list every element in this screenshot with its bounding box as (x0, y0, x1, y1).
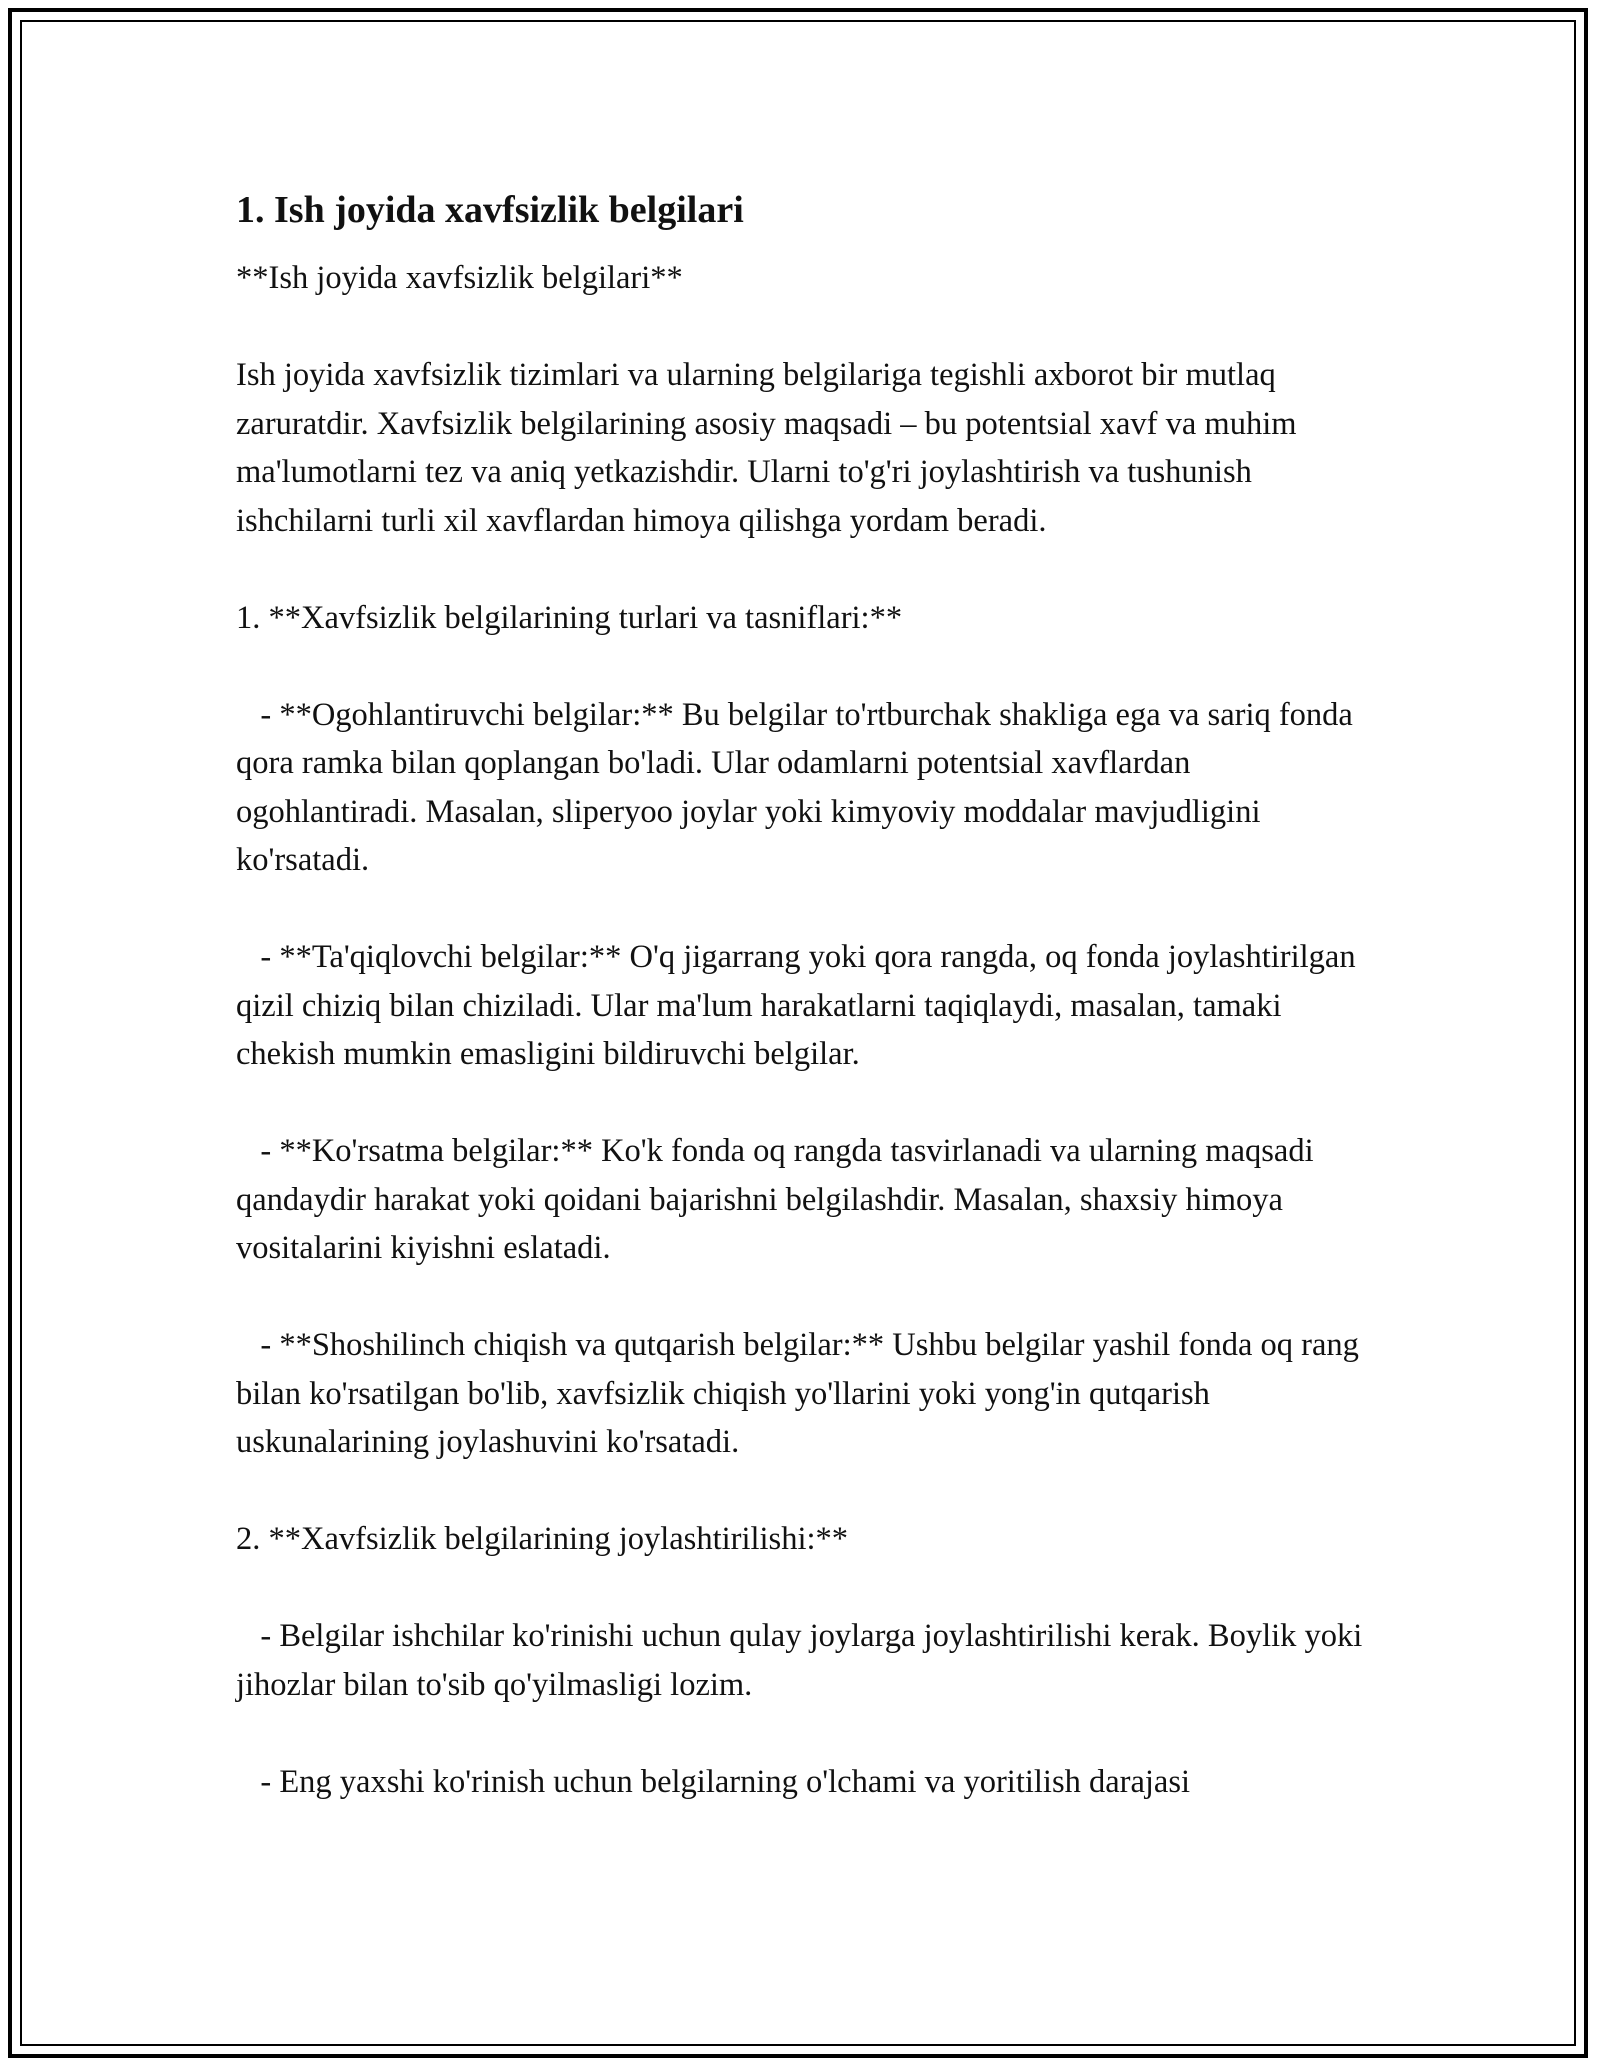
paragraph-gap (236, 1273, 1366, 1322)
paragraph-gap (236, 545, 1366, 594)
list-item-mandatory-signs: - **Ko'rsatma belgilar:** Ko'k fonda oq rangda tasvirlanadi va ularning maqsadi qandaydir harakat yoki qoidani bajarishni belgilashdir. Masalan, shaxsiy himoya vositalarini kiyishni eslatadi. (236, 1133, 1322, 1266)
document-title: 1. Ish joyida xavfsizlik belgilari (236, 189, 744, 231)
list-item-visibility: - Belgilar ishchilar ko'rinishi uchun qulay joylarga joylashtirilishi kerak. Boylik yoki jihozlar bilan to'sib qo'yilmasligi lozim. (236, 1618, 1371, 1703)
paragraph-intro: Ish joyida xavfsizlik tizimlari va ularning belgilariga tegishli axborot bir mutlaq zaruratdir. Xavfsizlik belgilarining asosiy maqsadi – bu potentsial xavf va muhim ma'lumotlarni tez va aniq yetkazishdir. Ularni to'g'ri joylashtirish va tushunish ishchilarni turli xil xavflardan himoya qilishga yordam beradi. (236, 357, 1305, 539)
list-item-prohibition-signs: - **Ta'qiqlovchi belgilar:** O'q jigarrang yoki qora rangda, oq fonda joylashtirilgan qizil chiziq bilan chiziladi. Ular ma'lum harakatlarni taqiqlaydi, masalan, tamaki chekish mumkin emasligini bildiruvchi belgilar. (236, 939, 1364, 1072)
paragraph-gap (236, 1467, 1366, 1516)
paragraph-gap (236, 1079, 1366, 1128)
paragraph-gap (236, 1709, 1366, 1758)
list-item-emergency-signs: - **Shoshilinch chiqish va qutqarish belgilar:** Ushbu belgilar yashil fonda oq rang bilan ko'rsatilgan bo'lib, xavfsizlik chiqish yo'llarini yoki yong'in qutqarish uskunalarining joylashuvini ko'rsatadi. (236, 1327, 1367, 1460)
list-item-size-lighting: - Eng yaxshi ko'rinish uchun belgilarning o'lchami va yoritilish darajasi (236, 1763, 1191, 1800)
paragraph-gap (236, 885, 1366, 934)
paragraph-gap (236, 642, 1366, 691)
section-heading-placement: 2. **Xavfsizlik belgilarining joylashtirilishi:** (236, 1521, 849, 1557)
section-heading-types: 1. **Xavfsizlik belgilarining turlari va tasniflari:** (236, 599, 903, 636)
list-item-warning-signs: - **Ogohlantiruvchi belgilar:** Bu belgilar to'rtburchak shakliga ega va sariq fonda qora ramka bilan qoplangan bo'ladi. Ular odamlarni potentsial xavflardan ogohlantiradi. Masalan, sliperyoo joylar yoki kimyoviy moddalar mavjudligini ko'rsatadi. (236, 696, 1361, 878)
paragraph-subtitle: **Ish joyida xavfsizlik belgilari** (236, 260, 683, 296)
paragraph-gap (236, 303, 1366, 352)
paragraph-gap (236, 1564, 1366, 1613)
document-body (236, 186, 1371, 1806)
